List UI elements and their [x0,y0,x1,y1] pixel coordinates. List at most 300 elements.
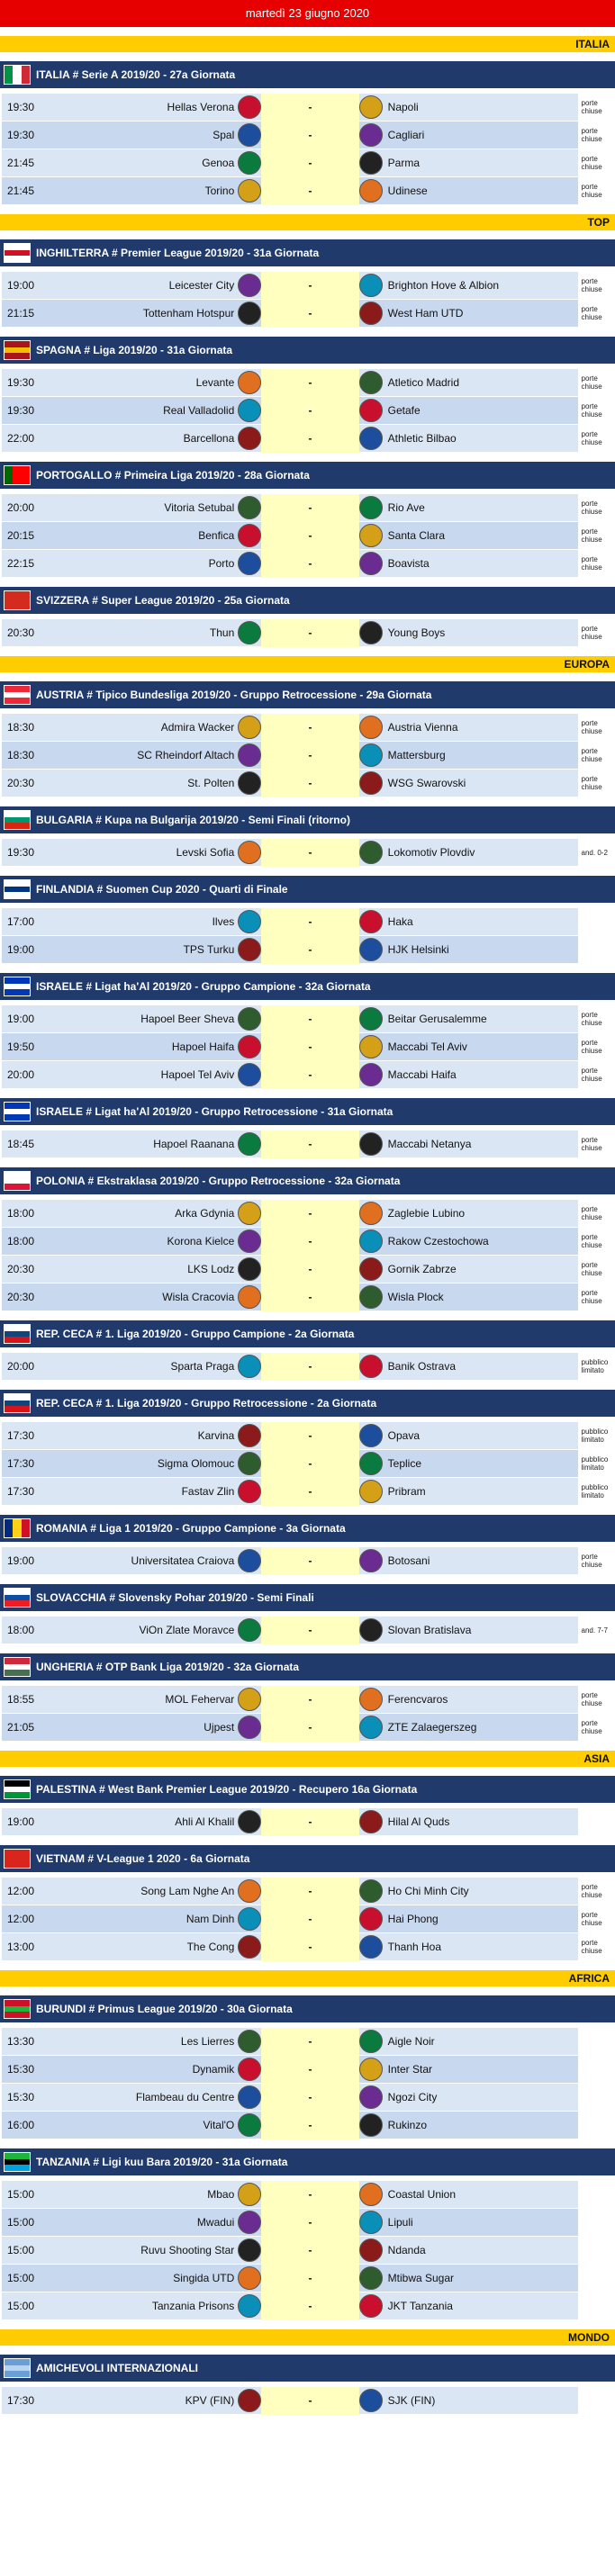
home-team-crest-icon [238,938,261,961]
match-row[interactable] [2,742,613,770]
away-team[interactable]: Athletic Bilbao [387,432,457,445]
match-note: porte chiuse [578,1130,613,1158]
away-team[interactable]: Lipuli [387,2216,413,2229]
competition-header[interactable] [0,1995,615,2022]
away-team[interactable]: JKT Tanzania [387,2300,453,2312]
match-row[interactable] [2,1256,613,1283]
home-team[interactable]: Korona Kielce [167,1235,235,1247]
home-team-crest-icon [238,2238,261,2262]
flag-sk-icon [4,1588,31,1608]
away-team-crest-icon [359,427,383,450]
away-team[interactable]: Atletico Madrid [387,376,460,389]
away-team[interactable]: Cagliari [387,129,425,141]
away-team[interactable]: Thanh Hoa [387,1941,442,1953]
competition-header[interactable] [0,2355,615,2382]
away-team-crest-icon [359,302,383,325]
match-time: 22:15 [7,557,35,570]
match-row[interactable] [2,94,613,122]
spacer [0,1644,615,1653]
home-team-crest-icon [238,716,261,739]
score-separator: - [261,1547,358,1575]
match-time: 18:45 [7,1138,35,1150]
match-row[interactable] [2,1033,613,1061]
away-team[interactable]: Napoli [387,101,419,113]
away-team-crest-icon [359,743,383,767]
home-team[interactable]: Torino [204,185,235,197]
match-note: porte chiuse [578,714,613,742]
match-note [578,2084,613,2112]
match-row[interactable] [2,2028,613,2056]
flag-ch-icon [4,590,31,610]
away-team[interactable]: SJK (FIN) [387,2394,436,2407]
home-team-crest-icon [238,743,261,767]
home-team[interactable]: Tanzania Prisons [151,2300,235,2312]
match-note: porte chiuse [578,1061,613,1089]
home-team[interactable]: The Cong [186,1941,235,1953]
home-team[interactable]: Mbao [207,2188,235,2201]
away-team[interactable]: Aigle Noir [387,2035,435,2048]
score-separator: - [261,300,358,328]
home-team[interactable]: Hapoel Raanana [153,1138,235,1150]
match-row[interactable] [2,1200,613,1228]
home-team[interactable]: Les Lierres [180,2035,235,2048]
home-team[interactable]: Leicester City [168,279,235,292]
match-note [578,2237,613,2265]
score-separator: - [261,770,358,797]
away-team-crest-icon [359,496,383,519]
home-team[interactable]: Mwadui [196,2216,235,2229]
flag-ro-icon [4,1518,31,1538]
competition-header[interactable] [0,337,615,364]
home-team[interactable]: Fastav Zlin [181,1485,235,1498]
match-time: 15:30 [7,2063,35,2076]
match-row[interactable] [2,1808,613,1836]
competition-header[interactable] [0,1098,615,1125]
competition-title: VIETNAM # V-League 1 2020 - 6a Giornata [36,1852,250,1865]
match-row[interactable] [2,177,613,205]
spacer [0,1961,615,1970]
match-row[interactable] [2,2084,613,2112]
match-list [0,1005,615,1089]
away-team[interactable]: Hai Phong [387,1913,439,1925]
home-team[interactable]: Song Lam Nghe An [140,1885,235,1897]
home-team[interactable]: Barcellona [183,432,235,445]
home-team[interactable]: Porto [208,557,235,570]
away-team-crest-icon [359,2113,383,2137]
region-header: EUROPA [0,656,615,672]
flag-il-icon [4,977,31,996]
away-team[interactable]: Maccabi Haifa [387,1068,457,1081]
away-team[interactable]: Mattersburg [387,749,446,761]
match-row[interactable] [2,369,613,397]
match-time: 18:00 [7,1624,35,1636]
match-list [0,369,615,453]
match-time: 19:00 [7,1554,35,1567]
away-team[interactable]: Botosani [387,1554,430,1567]
competition-header[interactable] [0,61,615,88]
competition-header[interactable] [0,1845,615,1872]
spacer [0,578,615,587]
away-team-crest-icon [359,1549,383,1572]
home-team-crest-icon [238,1716,261,1739]
home-team-crest-icon [238,2113,261,2137]
match-time: 21:05 [7,1721,35,1734]
away-team-crest-icon [359,1935,383,1959]
score-separator: - [261,2112,358,2139]
home-team[interactable]: ViOn Zlate Moravce [139,1624,235,1636]
away-team-crest-icon [359,1257,383,1281]
home-team-crest-icon [238,1810,261,1833]
away-team-crest-icon [359,621,383,644]
match-list [0,1200,615,1311]
match-row[interactable] [2,1422,613,1450]
away-team-crest-icon [359,123,383,147]
match-row[interactable] [2,1061,613,1089]
competition-header[interactable] [0,1320,615,1347]
match-row[interactable] [2,1617,613,1644]
score-separator: - [261,1686,358,1714]
away-team-crest-icon [359,2030,383,2053]
score-separator: - [261,149,358,177]
match-row[interactable] [2,522,613,550]
away-team-crest-icon [359,2238,383,2262]
region-header: TOP [0,214,615,230]
match-row[interactable] [2,272,613,300]
match-note: pubblico limitato [578,1478,613,1506]
match-note: porte chiuse [578,1547,613,1575]
competition-title: POLONIA # Ekstraklasa 2019/20 - Gruppo Retrocessione - 32a Giornata [36,1175,401,1187]
match-row[interactable] [2,122,613,149]
away-team[interactable]: Teplice [387,1457,422,1470]
home-team[interactable]: Arka Gdynia [175,1207,235,1220]
match-list [0,1878,615,1961]
home-team[interactable]: Ujpest [203,1721,235,1734]
match-row[interactable] [2,2387,613,2415]
home-team[interactable]: Benfica [198,529,235,542]
home-team-crest-icon [238,1480,261,1503]
home-team[interactable]: Hapoel Beer Sheva [140,1013,235,1025]
match-row[interactable] [2,550,613,578]
match-row[interactable] [2,1905,613,1933]
match-row[interactable] [2,2292,613,2320]
match-note: pubblico limitato [578,1353,613,1381]
away-team[interactable]: Rakow Czestochowa [387,1235,489,1247]
match-time: 20:30 [7,1291,35,1303]
match-list [0,619,615,647]
home-team[interactable]: Real Valladolid [163,404,235,417]
region-header: ASIA [0,1751,615,1767]
away-team[interactable]: HJK Helsinki [387,943,449,956]
match-note: and. 7-7 [578,1617,613,1644]
competition-header[interactable] [0,1584,615,1611]
match-time: 15:00 [7,2188,35,2201]
spacer [0,27,615,36]
home-team[interactable]: Levski Sofia [176,846,235,859]
match-row[interactable] [2,397,613,425]
home-team[interactable]: Hapoel Tel Aviv [160,1068,235,1081]
home-team[interactable]: MOL Fehervar [165,1693,235,1706]
home-team[interactable]: Nam Dinh [185,1913,235,1925]
flag-il-icon [4,1102,31,1121]
home-team[interactable]: Tottenham Hotspur [142,307,235,320]
score-separator: - [261,2056,358,2084]
home-team-crest-icon [238,1285,261,1309]
competition-header[interactable] [0,239,615,266]
match-row[interactable] [2,1686,613,1714]
region-header: ITALIA [0,36,615,52]
match-note: porte chiuse [578,397,613,425]
match-row[interactable] [2,714,613,742]
spacer [0,964,615,973]
match-note: porte chiuse [578,1033,613,1061]
score-separator: - [261,742,358,770]
match-list [0,94,615,205]
match-row[interactable] [2,494,613,522]
home-team-crest-icon [238,2211,261,2234]
away-team[interactable]: Maccabi Tel Aviv [387,1040,467,1053]
away-team[interactable]: Coastal Union [387,2188,457,2201]
home-team[interactable]: Vitoria Setubal [164,501,235,514]
competition-header[interactable] [0,876,615,903]
away-team[interactable]: Rukinzo [387,2119,428,2131]
away-team-crest-icon [359,716,383,739]
match-time: 18:00 [7,1207,35,1220]
home-team-crest-icon [238,771,261,795]
home-team[interactable]: Spal [213,129,235,141]
away-team[interactable]: ZTE Zalaegerszeg [387,1721,477,1734]
match-note: pubblico limitato [578,1422,613,1450]
home-team[interactable]: TPS Turku [183,943,235,956]
match-row[interactable] [2,1130,613,1158]
match-row[interactable] [2,425,613,453]
home-team[interactable]: Flambeau du Centre [135,2091,235,2103]
match-row[interactable] [2,1353,613,1381]
away-team[interactable]: Santa Clara [387,529,446,542]
home-team-crest-icon [238,151,261,175]
match-row[interactable] [2,1714,613,1742]
home-team[interactable]: Dynamik [192,2063,235,2076]
competition-title: PALESTINA # West Bank Premier League 2019/20 - Recupero 16a Giornata [36,1783,418,1796]
match-list [0,2181,615,2320]
away-team[interactable]: Lokomotiv Plovdiv [387,846,475,859]
competition-header[interactable] [0,681,615,708]
match-note [578,1808,613,1836]
home-team-crest-icon [238,2183,261,2206]
spacer [0,2346,615,2355]
match-note [578,2209,613,2237]
match-row[interactable] [2,1547,613,1575]
competition-header[interactable] [0,2148,615,2175]
match-row[interactable] [2,2237,613,2265]
competition-header[interactable] [0,1167,615,1194]
away-team[interactable]: Young Boys [387,626,446,639]
away-team-crest-icon [359,2294,383,2318]
away-team-crest-icon [359,1810,383,1833]
match-list [0,1353,615,1381]
match-row[interactable] [2,2209,613,2237]
match-row[interactable] [2,1228,613,1256]
competition-title: FINLANDIA # Suomen Cup 2020 - Quarti di Finale [36,883,288,896]
match-row[interactable] [2,1450,613,1478]
match-note: porte chiuse [578,1200,613,1228]
away-team[interactable]: Gornik Zabrze [387,1263,457,1275]
away-team-crest-icon [359,1688,383,1711]
spacer [0,1158,615,1167]
match-time: 18:00 [7,1235,35,1247]
competition-header[interactable] [0,462,615,489]
home-team[interactable]: Universitatea Craiova [131,1554,235,1567]
home-team[interactable]: Ahli Al Khalil [175,1815,235,1828]
competition-header[interactable] [0,806,615,833]
away-team[interactable]: Slovan Bratislava [387,1624,472,1636]
home-team[interactable]: Admira Wacker [160,721,235,734]
match-time: 20:30 [7,777,35,789]
match-time: 18:30 [7,749,35,761]
match-list [0,2387,615,2415]
match-note: porte chiuse [578,550,613,578]
match-row[interactable] [2,1933,613,1961]
home-team[interactable]: St. Polten [187,777,235,789]
home-team-crest-icon [238,371,261,394]
away-team[interactable]: Wisla Plock [387,1291,444,1303]
home-team[interactable]: Karvina [197,1429,235,1442]
score-separator: - [261,1200,358,1228]
away-team[interactable]: Ho Chi Minh City [387,1885,469,1897]
away-team[interactable]: Austria Vienna [387,721,458,734]
spacer [0,672,615,681]
home-team[interactable]: Sigma Olomouc [157,1457,235,1470]
home-team[interactable]: Genoa [202,157,235,169]
home-team-crest-icon [238,1355,261,1378]
match-time: 20:00 [7,1068,35,1081]
match-row[interactable] [2,1478,613,1506]
spacer [0,1506,615,1515]
away-team[interactable]: Maccabi Netanya [387,1138,472,1150]
home-team-crest-icon [238,1618,261,1642]
away-team[interactable]: Ndanda [387,2244,426,2256]
away-team[interactable]: Haka [387,915,413,928]
spacer [0,1575,615,1584]
score-separator: - [261,1283,358,1311]
away-team[interactable]: Opava [387,1429,421,1442]
away-team[interactable]: Getafe [387,404,421,417]
competition-title: REP. CECA # 1. Liga 2019/20 - Gruppo Campione - 2a Giornata [36,1328,355,1340]
home-team[interactable]: Thun [209,626,235,639]
competition-header[interactable] [0,587,615,614]
home-team[interactable]: Hapoel Haifa [171,1040,235,1053]
match-row[interactable] [2,839,613,867]
match-row[interactable] [2,770,613,797]
home-team-crest-icon [238,1424,261,1447]
spacer [0,1089,615,1098]
home-team[interactable]: Hellas Verona [167,101,235,113]
flag-pl-icon [4,1171,31,1191]
home-team-crest-icon [238,496,261,519]
home-team[interactable]: Vital'O [203,2119,235,2131]
home-team[interactable]: Ilves [212,915,235,928]
away-team[interactable]: Boavista [387,557,430,570]
competition-header[interactable] [0,1776,615,1803]
home-team[interactable]: Sparta Praga [170,1360,235,1373]
match-time: 20:00 [7,501,35,514]
match-row[interactable] [2,2112,613,2139]
match-row[interactable] [2,1283,613,1311]
away-team[interactable]: Inter Star [387,2063,433,2076]
away-team[interactable]: Pribram [387,1485,426,1498]
match-row[interactable] [2,149,613,177]
flag-hu-icon [4,1657,31,1677]
away-team[interactable]: Banik Ostrava [387,1360,457,1373]
competition-title: SVIZZERA # Super League 2019/20 - 25a Giornata [36,594,290,607]
match-time: 20:30 [7,626,35,639]
away-team[interactable]: Mtibwa Sugar [387,2272,455,2284]
match-row[interactable] [2,2265,613,2292]
home-team-crest-icon [238,910,261,933]
competition-title: ROMANIA # Liga 1 2019/20 - Gruppo Campione - 3a Giornata [36,1522,346,1535]
match-time: 17:30 [7,1485,35,1498]
home-team-crest-icon [238,1132,261,1156]
away-team[interactable]: Beitar Gerusalemme [387,1013,487,1025]
away-team[interactable]: Ferencvaros [387,1693,448,1706]
away-team[interactable]: Udinese [387,185,428,197]
match-row[interactable] [2,1005,613,1033]
away-team[interactable]: West Ham UTD [387,307,464,320]
match-row[interactable] [2,1878,613,1905]
match-row[interactable] [2,908,613,936]
home-team[interactable]: KPV (FIN) [185,2394,235,2407]
home-team[interactable]: Singida UTD [173,2272,235,2284]
match-time: 19:30 [7,404,35,417]
away-team-crest-icon [359,1285,383,1309]
match-note [578,2056,613,2084]
away-team[interactable]: WSG Swarovski [387,777,466,789]
match-time: 21:45 [7,157,35,169]
away-team[interactable]: Brighton Hove & Albion [387,279,500,292]
match-row[interactable] [2,619,613,647]
match-list [0,1422,615,1506]
flag-it-icon [4,65,31,85]
home-team[interactable]: SC Rheindorf Altach [137,749,235,761]
match-row[interactable] [2,300,613,328]
home-team[interactable]: Levante [195,376,235,389]
competition-header[interactable] [0,1390,615,1417]
match-note: porte chiuse [578,619,613,647]
away-team[interactable]: Parma [387,157,420,169]
away-team-crest-icon [359,1907,383,1931]
home-team[interactable]: LKS Lodz [187,1263,235,1275]
match-row[interactable] [2,2056,613,2084]
competition-header[interactable] [0,973,615,1000]
competition-header[interactable] [0,1653,615,1680]
match-row[interactable] [2,2181,613,2209]
flag-en-icon [4,243,31,263]
home-team-crest-icon [238,2389,261,2412]
home-team[interactable]: Ruvu Shooting Star [140,2244,235,2256]
flag-tz-icon [4,2152,31,2172]
competition-title: SLOVACCHIA # Slovensky Pohar 2019/20 - Semi Finali [36,1591,314,1604]
match-row[interactable] [2,936,613,964]
home-team[interactable]: Wisla Cracovia [162,1291,235,1303]
competition-header[interactable] [0,1515,615,1542]
match-note: porte chiuse [578,272,613,300]
away-team[interactable]: Rio Ave [387,501,425,514]
away-team[interactable]: Ngozi City [387,2091,438,2103]
away-team[interactable]: Zaglebie Lubino [387,1207,466,1220]
away-team-crest-icon [359,2058,383,2081]
away-team-crest-icon [359,371,383,394]
match-time: 19:50 [7,1040,35,1053]
away-team[interactable]: Hilal Al Quds [387,1815,450,1828]
